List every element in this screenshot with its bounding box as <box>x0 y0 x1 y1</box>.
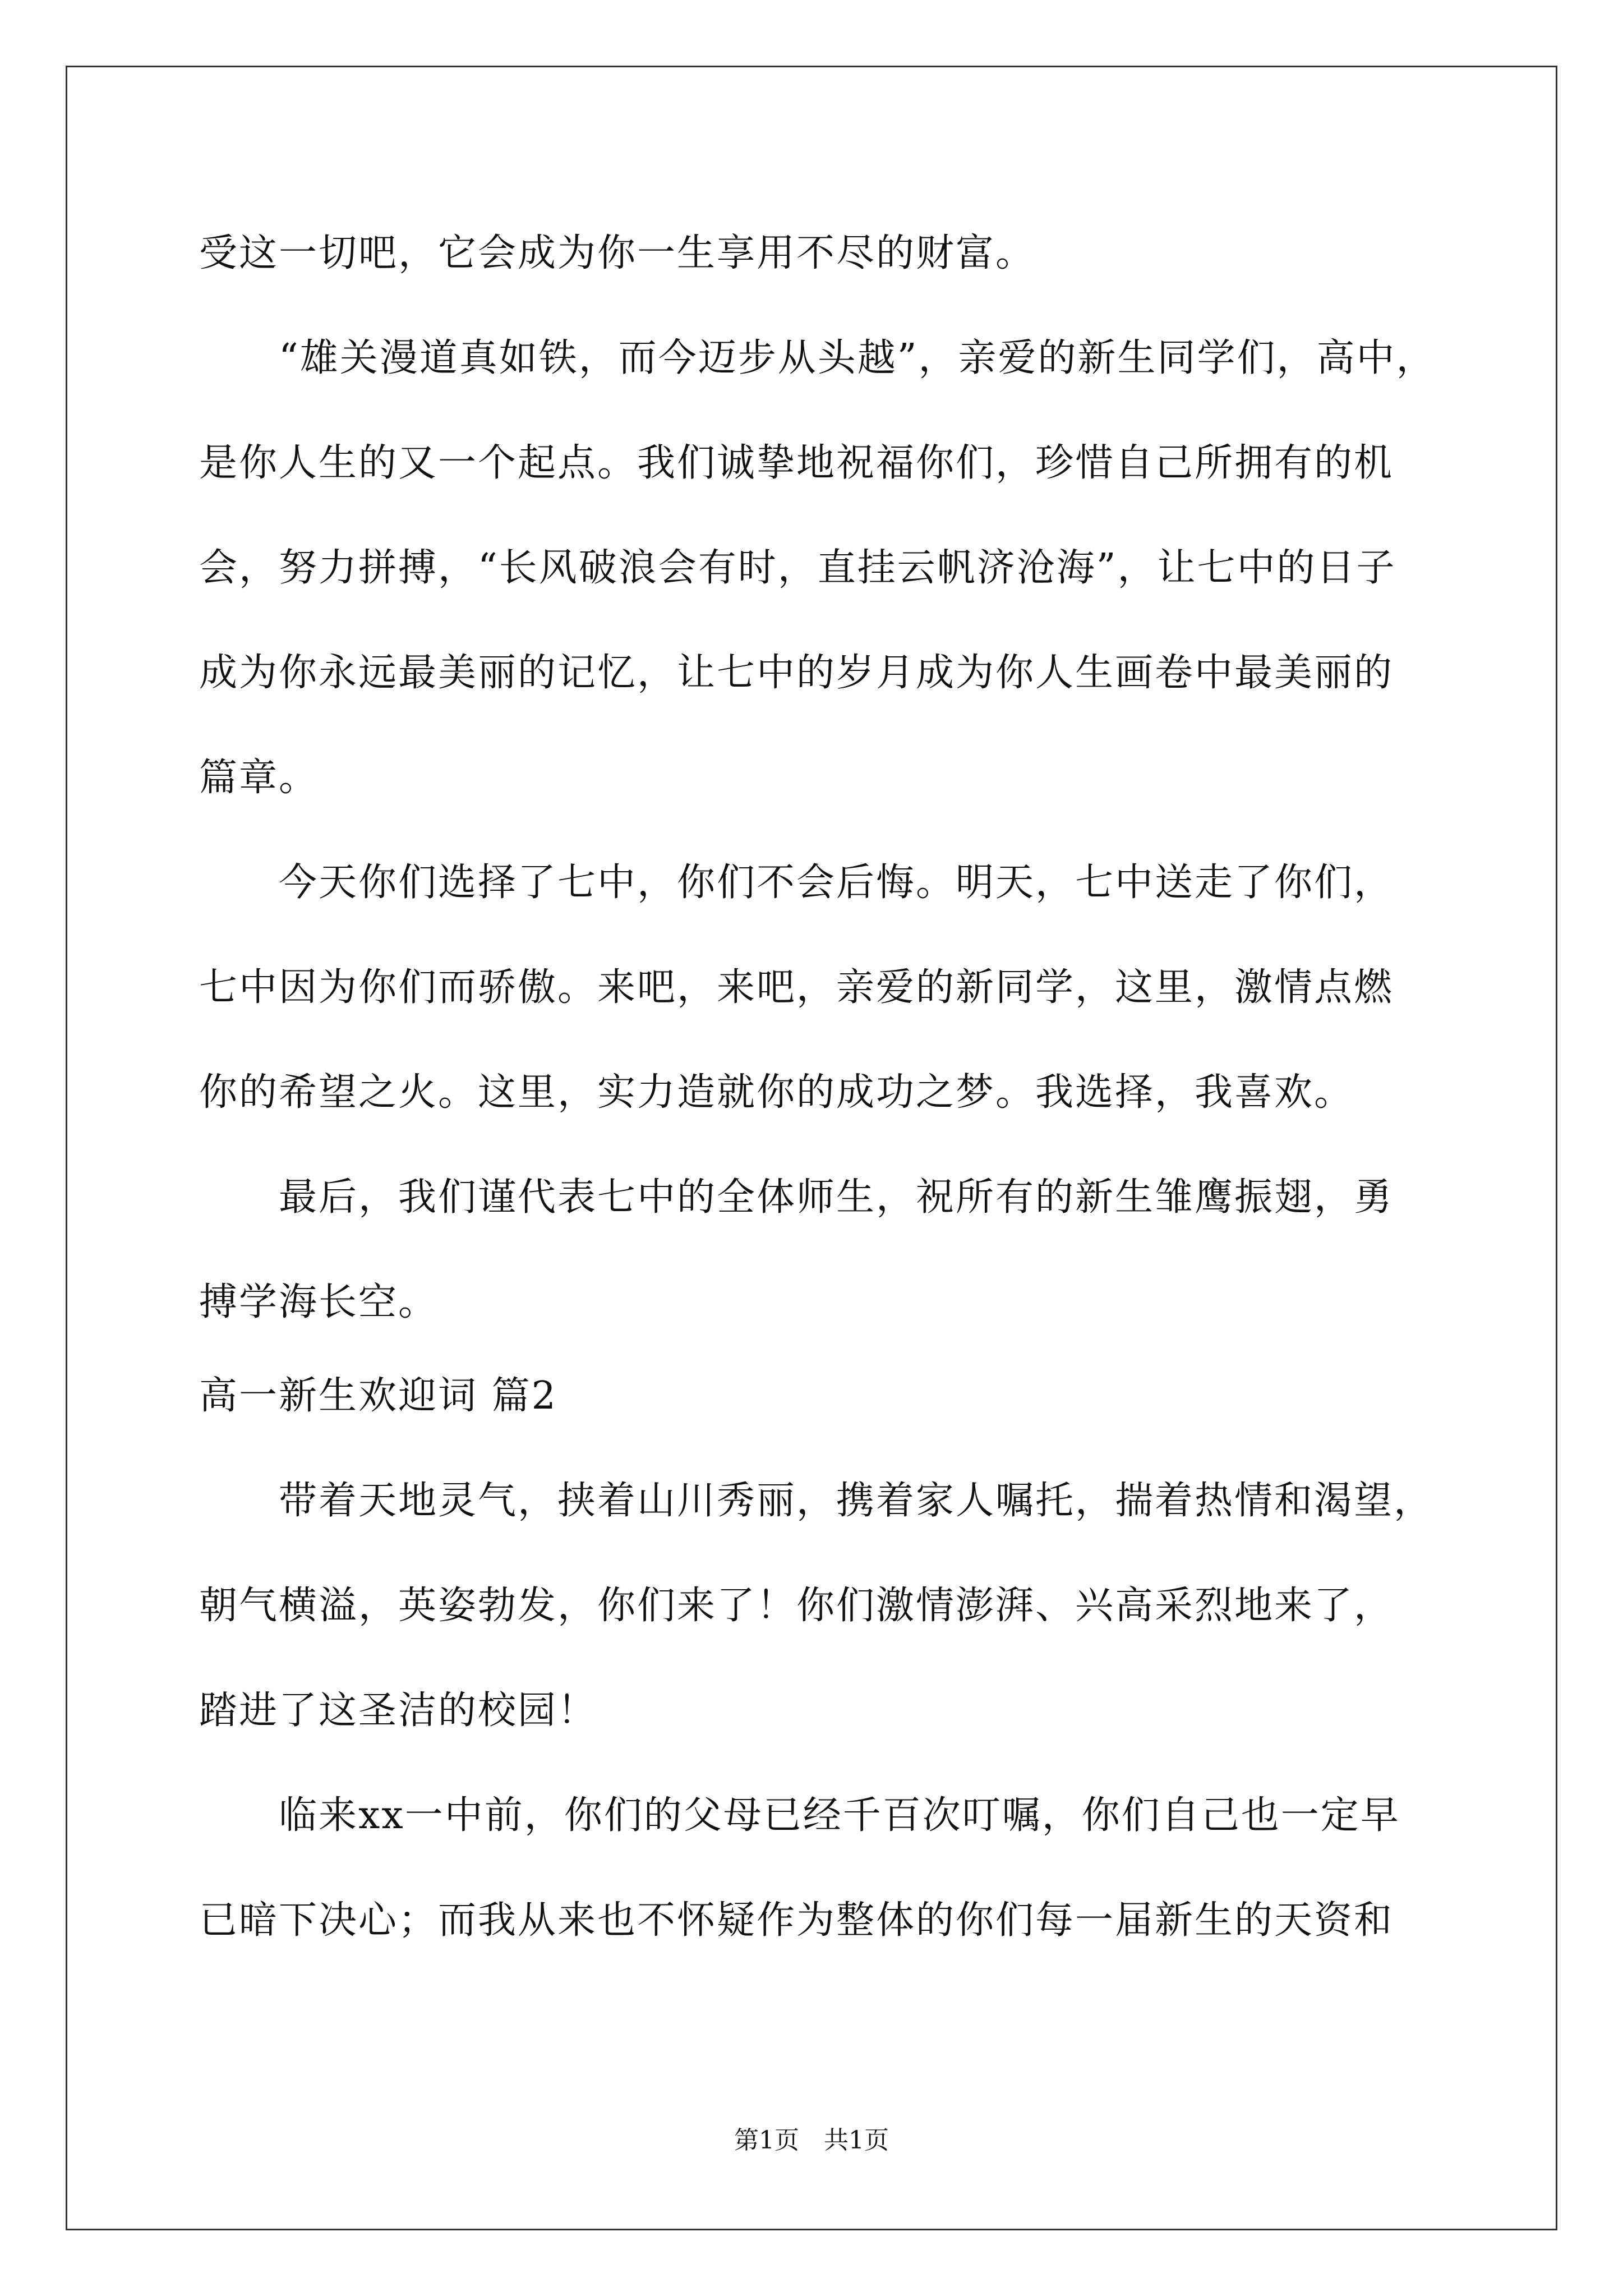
body-line: 已暗下决心；而我从来也不怀疑作为整体的你们每一届新生的天资和 <box>199 1898 1394 1943</box>
section-heading: 高一新生欢迎词 篇2 <box>199 1374 557 1418</box>
body-line: 篇章。 <box>199 756 319 800</box>
body-line: 成为你永远最美丽的记忆，让七中的岁月成为你人生画卷中最美丽的 <box>199 651 1394 695</box>
body-line: 带着天地灵气，挟着山川秀丽，携着家人嘱托，揣着热情和渴望， <box>199 1479 1434 1523</box>
body-line: “雄关漫道真如铁，而今迈步从头越”，亲爱的新生同学们，高中， <box>199 336 1436 380</box>
body-line: 搏学海长空。 <box>199 1280 439 1324</box>
body-line: 朝气横溢，英姿勃发，你们来了！你们激情澎湃、兴高采烈地来了， <box>199 1584 1394 1628</box>
body-line: 你的希望之火。这里，实力造就你的成功之梦。我选择，我喜欢。 <box>199 1070 1354 1115</box>
body-line: 会，努力拼搏，“长风破浪会有时，直挂云帆济沧海”，让七中的日子 <box>199 546 1396 590</box>
body-line: 是你人生的又一个起点。我们诚挚地祝福你们，珍惜自己所拥有的机 <box>199 441 1394 485</box>
page-number-footer: 第1页 共1页 <box>734 2126 889 2155</box>
body-line: 今天你们选择了七中，你们不会后悔。明天，七中送走了你们， <box>199 861 1394 905</box>
body-line: 受这一切吧，它会成为你一生享用不尽的财富。 <box>199 231 1036 275</box>
body-line: 踏进了这圣洁的校园！ <box>199 1688 598 1733</box>
body-line: 最后，我们谨代表七中的全体师生，祝所有的新生雏鹰振翅，勇 <box>199 1175 1394 1220</box>
body-line: 七中因为你们而骄傲。来吧，来吧，亲爱的新同学，这里，激情点燃 <box>199 965 1394 1010</box>
body-line: 临来xx一中前，你们的父母已经千百次叮嘱，你们自己也一定早 <box>199 1793 1400 1838</box>
